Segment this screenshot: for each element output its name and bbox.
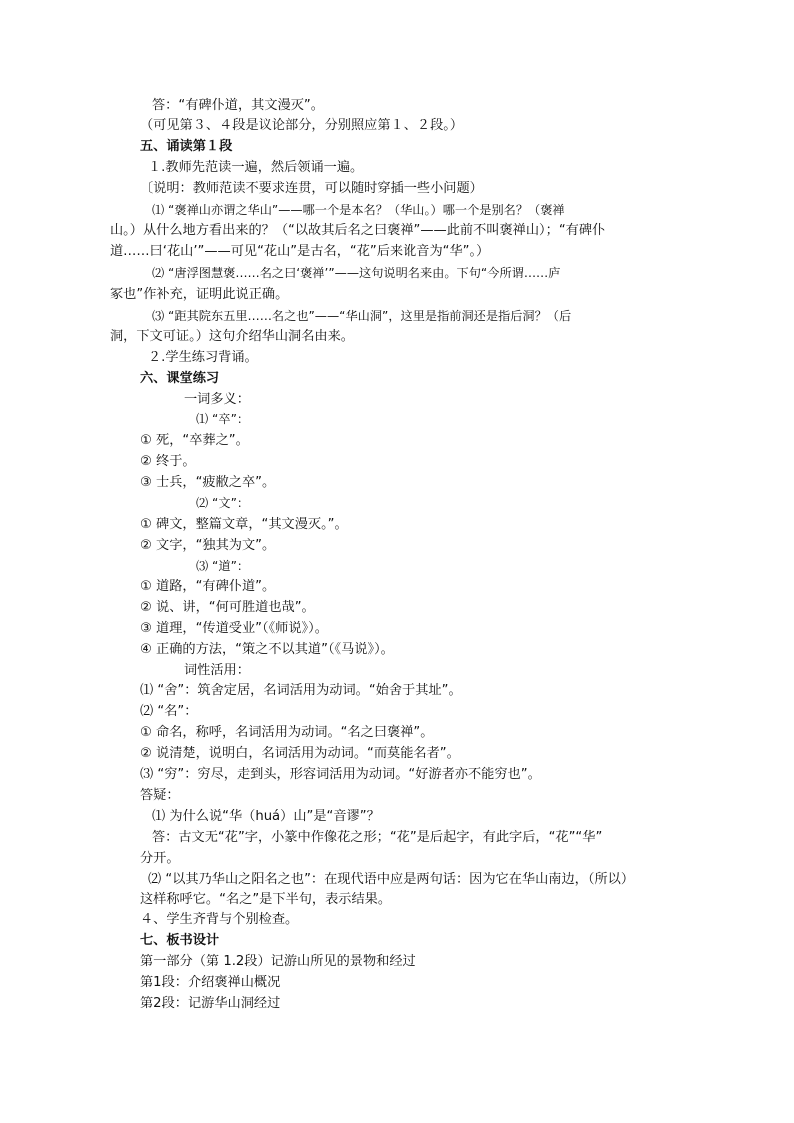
list-item: ⑵ “名”：: [140, 704, 198, 719]
text-line: ⑶ “距其院东五里……名之也”——“华山洞”，这里是指前洞还是指后洞？（后: [152, 309, 572, 323]
section-heading-7: 七、板书设计: [140, 933, 220, 948]
list-item: ② 终于。: [140, 454, 196, 469]
question-line: ⑴ 为什么说“华（huá）山”是“音谬”？: [152, 809, 380, 824]
board-line: 第1段：介绍褒禅山概况: [140, 975, 281, 990]
subheading: 答疑：: [140, 788, 180, 803]
list-item: ③ 士兵，“疲敝之卒”。: [140, 475, 276, 490]
section-heading-6: 六、课堂练习: [140, 371, 220, 386]
list-item: ⑶ “穷”：穷尽，走到头，形容词活用为动词。“好游者亦不能穷也”。: [140, 767, 541, 782]
list-item: ② 说、讲，“何可胜道也哉”。: [140, 600, 315, 615]
term-heading: ⑵ “文”：: [196, 496, 250, 510]
list-item: ② 文字，“独其为文”。: [140, 538, 276, 553]
question-line: ⑵ “以其乃华山之阳名之也”：在现代语中应是两句话：因为它在华山南边，（所以）: [148, 872, 635, 887]
list-item: ② 说清楚，说明白，名词活用为动词。“而莫能名者”。: [140, 746, 460, 761]
text-line: ４、学生齐背与个别检查。: [140, 912, 299, 927]
answer-line: 这样称呼它。“名之”是下半句，表示结果。: [140, 892, 392, 907]
section-heading-5: 五、诵读第１段: [140, 139, 233, 154]
list-item: ① 碑文，整篇文章，“其文漫灭。”。: [140, 517, 348, 532]
answer-line: 答：“有碑仆道，其文漫灭”。: [152, 98, 324, 113]
list-item: ① 死，“卒葬之”。: [140, 433, 249, 448]
subheading: 词性活用：: [184, 663, 250, 678]
term-heading: ⑶ “道”：: [196, 559, 250, 573]
text-line: ２.学生练习背诵。: [148, 350, 258, 365]
text-line: 洞，下文可证。）这句介绍华山洞名由来。: [110, 329, 354, 344]
term-heading: ⑴ “卒”：: [196, 412, 250, 426]
text-line: 〔说明：教师范读不要求连贯，可以随时穿插一些小问题）: [140, 181, 483, 196]
text-line: 山。）从什么地方看出来的？（“以故其后名之曰褒禅”——此前不叫褒禅山）；“有碑仆: [110, 223, 606, 238]
answer-line: 分开。: [140, 851, 180, 866]
list-item: ① 命名，称呼，名词活用为动词。“名之曰褒禅”。: [140, 725, 434, 740]
list-item: ③ 道理，“传道受业”（《师说》）。: [140, 621, 328, 636]
answer-line: 答：古文无“花”字，小篆中作像花之形；“花”是后起字，有此字后，“花”“华”: [152, 830, 603, 845]
board-line: 第一部分（第 1.2段）记游山所见的景物和经过: [140, 954, 416, 969]
list-item: ④ 正确的方法，“策之不以其道”（《马说》）。: [140, 642, 394, 657]
text-line: 冢也”作补充，证明此说正确。: [110, 287, 289, 302]
text-line: 道……曰‘花山’”——可见“花山”是古名，“花”后来讹音为“华”。）: [110, 244, 490, 259]
list-item: ① 道路，“有碑仆道”。: [140, 579, 276, 594]
text-line: ⑴ “褒禅山亦谓之华山”——哪一个是本名？（华山。）哪一个是别名？（褒禅: [152, 203, 565, 217]
text-line: ⑵ “唐浮图慧褒……名之曰‘褒禅’”——这句说明名来由。下句“今所谓……庐: [152, 266, 561, 280]
list-item: ⑴ “舍”：筑舍定居，名词活用为动词。“始舍于其址”。: [140, 683, 462, 698]
subheading: 一词多义：: [184, 392, 250, 407]
board-line: 第2段：记游华山洞经过: [140, 996, 281, 1011]
note-line: （可见第３、４段是议论部分，分别照应第１、２段。）: [140, 118, 464, 133]
text-line: １.教师先范读一遍，然后领诵一遍。: [148, 160, 364, 175]
